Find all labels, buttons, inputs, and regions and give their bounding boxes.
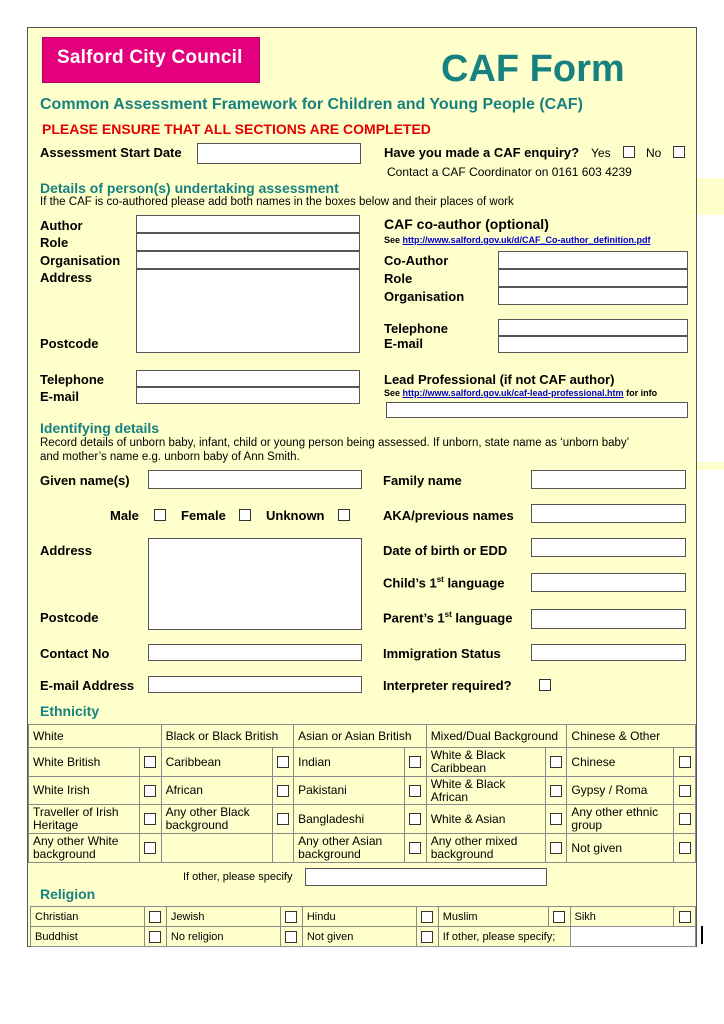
parent-language-label (383, 610, 512, 625)
lead-professional-input[interactable] (386, 402, 688, 418)
author-input[interactable] (136, 215, 360, 233)
enquiry-no-checkbox[interactable] (673, 146, 685, 158)
child-address-input[interactable] (148, 538, 362, 630)
co-org-input[interactable] (498, 287, 688, 305)
aka-label: AKA/previous names (383, 508, 514, 523)
parent-lang-text: Parent’s 1 (383, 610, 445, 626)
eth-checkbox[interactable] (144, 813, 156, 825)
eth-cell: White & Asian (426, 805, 545, 834)
given-name-label: Given name(s) (40, 473, 130, 488)
given-name-input[interactable] (148, 470, 362, 489)
rel-check-cell (416, 927, 438, 947)
child-language-label (383, 575, 505, 590)
eth-cell (161, 834, 272, 863)
enquiry-question: Have you made a CAF enquiry? (384, 145, 580, 160)
coauthor-note: If the CAF is co-authored please add both names in the boxes below and their places of work (40, 196, 514, 208)
contact-no-input[interactable] (148, 644, 362, 661)
eth-cell: White Irish (29, 777, 140, 805)
eth-cell: Gypsy / Roma (567, 777, 674, 805)
eth-check-cell (140, 834, 161, 863)
eth-checkbox[interactable] (679, 813, 691, 825)
rel-checkbox[interactable] (149, 931, 161, 943)
eth-checkbox[interactable] (550, 785, 562, 797)
telephone-label: Telephone (40, 372, 105, 387)
eth-checkbox[interactable] (679, 785, 691, 797)
rel-cell: No religion (166, 927, 280, 947)
eth-check-cell (546, 748, 567, 777)
coauthor-heading: CAF co-author (optional) (384, 216, 549, 232)
child-language-input[interactable] (531, 573, 686, 592)
eth-checkbox[interactable] (277, 756, 289, 768)
interpreter-label: Interpreter required? (383, 678, 512, 693)
rel-checkbox[interactable] (421, 931, 433, 943)
family-name-label: Family name (383, 473, 462, 488)
eth-cell: Chinese (567, 748, 674, 777)
form-subtitle: Common Assessment Framework for Children and Young People (CAF) (40, 96, 583, 113)
child-email-input[interactable] (148, 676, 362, 693)
rel-checkbox[interactable] (149, 911, 161, 923)
co-tel-input[interactable] (498, 319, 688, 336)
rel-cell: Christian (31, 907, 145, 927)
religion-table (30, 906, 696, 947)
side-strip-2 (697, 462, 724, 470)
rel-checkbox[interactable] (679, 911, 691, 923)
eth-check-cell (140, 777, 161, 805)
eth-checkbox[interactable] (409, 813, 421, 825)
parent-language-input[interactable] (531, 609, 686, 629)
identifying-heading: Identifying details (40, 420, 160, 436)
text-cursor (701, 926, 703, 944)
religion-specify-input[interactable] (570, 927, 696, 947)
eth-cell: Pakistani (294, 777, 405, 805)
organisation-input[interactable] (136, 251, 360, 269)
eth-check-cell (405, 748, 426, 777)
undertaking-heading: Details of person(s) undertaking assessment (40, 180, 339, 196)
lead-heading: Lead Professional (if not CAF author) (384, 372, 615, 387)
logo-text: Salford City Council (57, 47, 243, 68)
rel-cell: If other, please specify; (438, 927, 570, 947)
eth-checkbox[interactable] (550, 813, 562, 825)
religion-heading: Religion (40, 886, 96, 902)
see-text-2: See (384, 388, 401, 398)
eth-check-cell (272, 777, 293, 805)
eth-checkbox[interactable] (679, 842, 691, 854)
ethnicity-table (28, 724, 696, 863)
organisation-label: Organisation (40, 253, 121, 268)
identifying-note-2: and mother’s name e.g. unborn baby of Ann Smith. (40, 451, 300, 463)
form-title: CAF Form (441, 48, 625, 90)
eth-checkbox[interactable] (550, 842, 562, 854)
eth-checkbox[interactable] (144, 842, 156, 854)
rel-cell: Sikh (570, 907, 674, 927)
ethnicity-specify-input[interactable] (305, 868, 547, 886)
eth-header: Black or Black British (161, 725, 294, 748)
lead-link[interactable]: http://www.salford.gov.uk/caf-lead-professional.htm (402, 388, 624, 398)
yes-label: Yes (591, 146, 611, 160)
address-input[interactable] (136, 269, 360, 353)
immigration-label: Immigration Status (383, 646, 501, 661)
unknown-checkbox[interactable] (338, 509, 350, 521)
eth-checkbox[interactable] (277, 813, 289, 825)
role-label: Role (40, 235, 69, 250)
male-label: Male (110, 508, 139, 523)
eth-cell: Any other ethnic group (567, 805, 674, 834)
rel-check-cell (548, 907, 570, 927)
telephone-input[interactable] (136, 370, 360, 387)
rel-checkbox[interactable] (553, 911, 565, 923)
interpreter-checkbox[interactable] (539, 679, 551, 691)
rel-check-cell (280, 907, 302, 927)
aka-input[interactable] (531, 504, 686, 523)
co-org-label: Organisation (384, 289, 465, 304)
eth-check-cell (405, 777, 426, 805)
eth-check-cell (405, 805, 426, 834)
rel-check-cell (674, 907, 696, 927)
eth-check-cell (674, 777, 696, 805)
coauthor-label: Co-Author (384, 253, 449, 268)
eth-checkbox[interactable] (144, 756, 156, 768)
female-checkbox[interactable] (239, 509, 251, 521)
immigration-input[interactable] (531, 644, 686, 661)
eth-check-cell (546, 777, 567, 805)
eth-check-cell (140, 748, 161, 777)
unknown-label: Unknown (266, 508, 325, 523)
eth-check-cell (674, 748, 696, 777)
council-logo (42, 37, 260, 83)
identifying-note-1: Record details of unborn baby, infant, child or young person being assessed. If unborn, state name as ‘unborn baby’ (40, 437, 630, 449)
for-info-text: for info (626, 388, 658, 398)
eth-header: White (29, 725, 162, 748)
eth-cell: African (161, 777, 272, 805)
eth-check-cell (272, 834, 293, 863)
side-strip (697, 178, 724, 215)
child-postcode-label: Postcode (40, 610, 99, 625)
co-tel-label: Telephone (384, 321, 449, 336)
co-role-label: Role (384, 271, 413, 286)
eth-cell: Any other Asian background (294, 834, 405, 863)
eth-cell: Any other Black background (161, 805, 272, 834)
eth-cell: Any other White background (29, 834, 140, 863)
eth-header: Chinese & Other (567, 725, 696, 748)
eth-check-cell (546, 805, 567, 834)
dob-input[interactable] (531, 538, 686, 557)
enquiry-yes-checkbox[interactable] (623, 146, 635, 158)
rel-cell: Jewish (166, 907, 280, 927)
eth-header: Asian or Asian British (294, 725, 427, 748)
coordinator-contact: Contact a CAF Coordinator on 0161 603 4239 (387, 165, 632, 179)
coauthor-see (384, 235, 651, 245)
eth-cell: White & Black African (426, 777, 545, 805)
eth-check-cell (272, 748, 293, 777)
eth-check-cell (272, 805, 293, 834)
eth-header: Mixed/Dual Background (426, 725, 567, 748)
eth-cell: Not given (567, 834, 674, 863)
eth-check-cell (546, 834, 567, 863)
email-input[interactable] (136, 387, 360, 404)
role-input[interactable] (136, 233, 360, 251)
eth-cell: White & Black Caribbean (426, 748, 545, 777)
eth-checkbox[interactable] (409, 756, 421, 768)
co-role-input[interactable] (498, 269, 688, 287)
ethnicity-heading: Ethnicity (40, 703, 100, 719)
ethnicity-specify-label: If other, please specify (183, 871, 293, 883)
rel-cell: Muslim (438, 907, 548, 927)
rel-cell: Not given (302, 927, 416, 947)
eth-cell: Any other mixed background (426, 834, 545, 863)
see-text: See (384, 235, 401, 245)
assessment-start-label: Assessment Start Date (40, 145, 182, 160)
eth-cell: White British (29, 748, 140, 777)
contact-no-label: Contact No (40, 646, 110, 661)
eth-checkbox[interactable] (277, 785, 289, 797)
eth-checkbox[interactable] (550, 756, 562, 768)
dob-label: Date of birth or EDD (383, 543, 508, 558)
eth-check-cell (674, 834, 696, 863)
child-lang-text: Child’s 1 (383, 575, 437, 591)
rel-check-cell (144, 927, 166, 947)
parent-lang-text-b: language (451, 610, 513, 626)
lead-see (384, 388, 657, 398)
rel-check-cell (416, 907, 438, 927)
family-name-input[interactable] (531, 470, 686, 489)
parent-lang-sup: st (444, 610, 452, 619)
completion-warning: PLEASE ENSURE THAT ALL SECTIONS ARE COMPLETED (42, 121, 431, 137)
child-email-label: E-mail Address (40, 678, 135, 693)
author-label: Author (40, 218, 83, 233)
eth-checkbox[interactable] (409, 785, 421, 797)
rel-checkbox[interactable] (285, 931, 297, 943)
rel-check-cell (280, 927, 302, 947)
eth-checkbox[interactable] (679, 756, 691, 768)
coauthor-input[interactable] (498, 251, 688, 269)
eth-cell: Caribbean (161, 748, 272, 777)
assessment-start-input[interactable] (197, 143, 361, 164)
postcode-label: Postcode (40, 336, 99, 351)
child-lang-text-b: language (443, 575, 505, 591)
rel-cell: Buddhist (31, 927, 145, 947)
rel-check-cell (144, 907, 166, 927)
eth-check-cell (140, 805, 161, 834)
co-email-input[interactable] (498, 336, 688, 353)
address-label: Address (40, 270, 93, 285)
no-label: No (646, 146, 662, 160)
coauthor-link[interactable]: http://www.salford.gov.uk/d/CAF_Co-author_definition.pdf (402, 235, 651, 245)
eth-cell: Bangladeshi (294, 805, 405, 834)
rel-checkbox[interactable] (421, 911, 433, 923)
male-checkbox[interactable] (154, 509, 166, 521)
eth-check-cell (674, 805, 696, 834)
child-lang-sup: st (436, 575, 444, 584)
female-label: Female (181, 508, 226, 523)
rel-cell: Hindu (302, 907, 416, 927)
rel-checkbox[interactable] (285, 911, 297, 923)
eth-checkbox[interactable] (144, 785, 156, 797)
eth-checkbox[interactable] (409, 842, 421, 854)
child-address-label: Address (40, 543, 93, 558)
email-label: E-mail (40, 389, 80, 404)
co-email-label: E-mail (384, 336, 424, 351)
eth-cell: Traveller of Irish Heritage (29, 805, 140, 834)
eth-cell: Indian (294, 748, 405, 777)
eth-check-cell (405, 834, 426, 863)
